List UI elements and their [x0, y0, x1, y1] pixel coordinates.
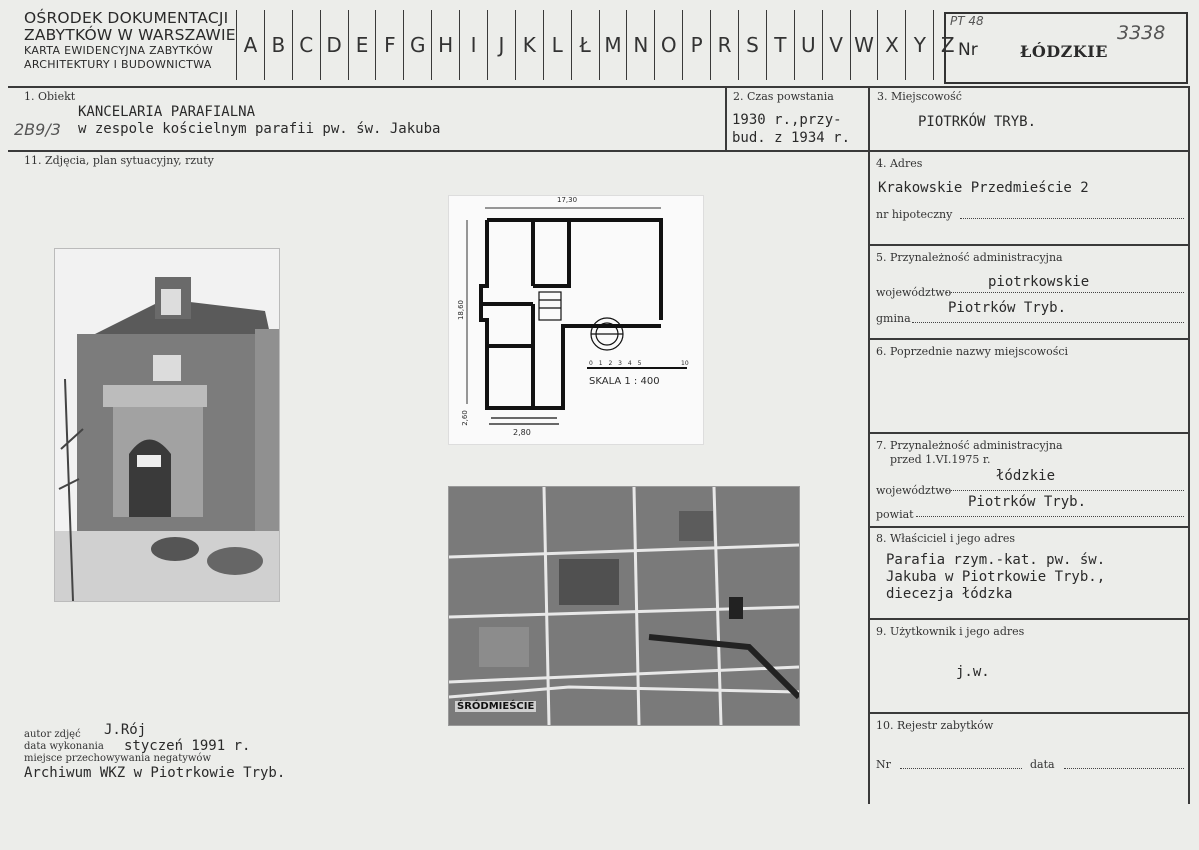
map-district-label: ŚRÓDMIEŚCIE	[457, 701, 535, 712]
hipoteczny-dots	[960, 218, 1184, 219]
site-map	[448, 486, 800, 726]
alphabet-letter: K	[515, 10, 543, 80]
rule-after-adres	[868, 244, 1188, 246]
header-rule	[8, 86, 1188, 88]
rule-after-przynaleznosc	[868, 338, 1188, 340]
alphabet-letter: Y	[905, 10, 933, 80]
hipoteczny-label: nr hipoteczny	[876, 208, 953, 221]
wlasciciel-line-3: diecezja łódzka	[886, 586, 1013, 602]
alphabet-letter: O	[654, 10, 682, 80]
gmina-dots	[912, 322, 1184, 323]
poprzednie-label: 6. Poprzednie nazwy miejscowości	[876, 345, 1069, 358]
miejscowosc-value: PIOTRKÓW TRYB.	[918, 114, 1037, 130]
przynaleznosc-label: 5. Przynależność administracyjna	[876, 251, 1063, 264]
place-label: miejsce przechowywania negatywów	[24, 753, 211, 764]
plan-dim-260: 2,60	[460, 410, 469, 426]
floor-plan-drawing	[449, 196, 703, 444]
alphabet-index	[236, 10, 961, 80]
przed1975-label: 7. Przynależność administracyjna	[876, 439, 1063, 452]
date-label: data wykonania	[24, 741, 104, 752]
rejestr-data-label: data	[1030, 758, 1055, 771]
czas-label: 2. Czas powstania	[733, 90, 834, 103]
alphabet-letter: A	[236, 10, 264, 80]
rejestr-nr-label: Nr	[876, 758, 891, 771]
woj-dots	[946, 292, 1184, 293]
divider-obiekt-czas	[725, 86, 727, 150]
rule-after-uzytkownik	[868, 712, 1188, 714]
region-name: ŁÓDZKIE	[1020, 42, 1108, 61]
handwritten-pt: PT 48	[950, 14, 984, 28]
wlasciciel-line-1: Parafia rzym.-kat. pw. św.	[886, 552, 1106, 568]
right-column-divider	[868, 86, 870, 804]
nr-label: Nr	[958, 40, 978, 60]
institution-header	[24, 10, 236, 72]
powiat-dots	[916, 516, 1184, 517]
adres-value: Krakowskie Przedmieście 2	[878, 180, 1089, 196]
site-map-image	[449, 487, 799, 725]
building-photo-image	[55, 249, 279, 601]
plan-height-dim: 18,60	[457, 299, 466, 321]
obiekt-margin-note: 2B9/3	[14, 120, 61, 139]
rejestr-data-dots	[1064, 768, 1184, 769]
rejestr-label: 10. Rejestr zabytków	[876, 719, 994, 732]
plan-scale-end: 10	[681, 360, 689, 367]
plan-dim-280: 2,80	[513, 428, 531, 437]
alphabet-letter: G	[403, 10, 431, 80]
alphabet-letter: F	[375, 10, 403, 80]
alphabet-letter: V	[822, 10, 850, 80]
alphabet-letter: W	[850, 10, 878, 80]
alphabet-letter: J	[487, 10, 515, 80]
author-label: autor zdjęć	[24, 729, 81, 740]
zdjecia-label: 11. Zdjęcia, plan sytuacyjny, rzuty	[24, 154, 214, 167]
author-value: J.Rój	[104, 722, 147, 738]
obiekt-line-1: KANCELARIA PARAFIALNA	[78, 104, 256, 120]
uzytkownik-label: 9. Użytkownik i jego adres	[876, 625, 1025, 638]
alphabet-letter: Ł	[571, 10, 599, 80]
alphabet-letter: X	[877, 10, 905, 80]
czas-line-2: bud. z 1934 r.	[732, 130, 851, 146]
institution-line-3: KARTA EWIDENCYJNA ZABYTKÓW	[24, 44, 214, 57]
rule-after-przed1975	[868, 526, 1188, 528]
uzytkownik-value: j.w.	[956, 664, 990, 680]
institution-line-2: ZABYTKÓW W WARSZAWIE	[24, 26, 236, 44]
miejscowosc-label: 3. Miejscowość	[877, 90, 962, 103]
handwritten-number: 3338	[1117, 22, 1166, 44]
alphabet-letter: B	[264, 10, 292, 80]
plan-scale-ticks: 0 1 2 3 4 5	[589, 360, 644, 367]
alphabet-letter: N	[626, 10, 654, 80]
alphabet-letter: S	[738, 10, 766, 80]
woj-value: piotrkowskie	[988, 274, 1090, 290]
alphabet-letter: L	[543, 10, 571, 80]
right-edge-line	[1188, 86, 1190, 804]
alphabet-letter: Z	[933, 10, 961, 80]
institution-line-4: ARCHITEKTURY I BUDOWNICTWA	[24, 58, 212, 71]
rule-after-poprzednie	[868, 432, 1188, 434]
obiekt-line-2: w zespole kościelnym parafii pw. św. Jakuba	[78, 121, 441, 137]
building-photo	[54, 248, 280, 602]
alphabet-letter: R	[710, 10, 738, 80]
plan-width-dim: 17,30	[557, 196, 578, 204]
alphabet-letter: U	[794, 10, 822, 80]
powiat-value: Piotrków Tryb.	[968, 494, 1087, 510]
alphabet-letter: E	[348, 10, 376, 80]
alphabet-letter: T	[766, 10, 794, 80]
powiat-label: powiat	[876, 508, 914, 521]
adres-label: 4. Adres	[876, 157, 923, 170]
alphabet-letter: I	[459, 10, 487, 80]
place-value: Archiwum WKZ w Piotrkowie Tryb.	[24, 765, 286, 781]
woj-label: województwo	[876, 286, 952, 299]
alphabet-letter: M	[599, 10, 627, 80]
row1-rule	[8, 150, 1188, 152]
rejestr-nr-dots	[900, 768, 1022, 769]
gmina-label: gmina	[876, 312, 911, 325]
woj1975-label: województwo	[876, 484, 952, 497]
wlasciciel-label: 8. Właściciel i jego adres	[876, 532, 1016, 545]
przed1975-label-2: przed 1.VI.1975 r.	[890, 453, 991, 466]
rule-after-wlasciciel	[868, 618, 1188, 620]
gmina-value: Piotrków Tryb.	[948, 300, 1067, 316]
obiekt-label: 1. Obiekt	[24, 90, 76, 103]
alphabet-letter: P	[682, 10, 710, 80]
alphabet-letter: D	[320, 10, 348, 80]
wlasciciel-line-2: Jakuba w Piotrkowie Tryb.,	[886, 569, 1106, 585]
czas-line-1: 1930 r.,przy-	[732, 112, 842, 128]
plan-scale: SKALA 1 : 400	[589, 376, 660, 387]
floor-plan	[448, 195, 704, 445]
woj1975-value: łódzkie	[996, 468, 1056, 484]
institution-line-1: OŚRODEK DOKUMENTACJI	[24, 9, 229, 27]
alphabet-letter: C	[292, 10, 320, 80]
date-value: styczeń 1991 r.	[124, 738, 251, 754]
alphabet-letter: H	[431, 10, 459, 80]
woj1975-dots	[946, 490, 1184, 491]
